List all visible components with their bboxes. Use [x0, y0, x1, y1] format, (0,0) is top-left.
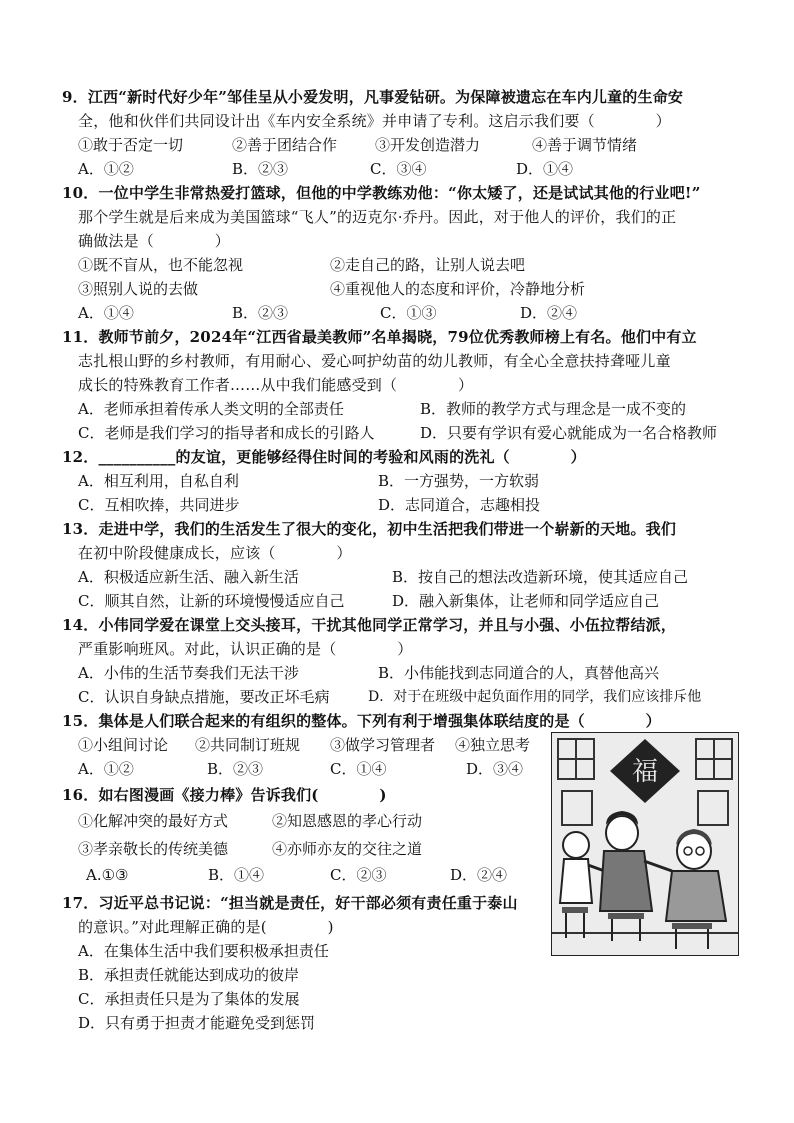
q10-item-1: ①既不盲从，也不能忽视: [78, 256, 244, 274]
relay-baton-cartoon: [551, 732, 739, 956]
q17-line-2: 的意识。”对此理解正确的是( ): [78, 918, 334, 936]
q16-item-1: ①化解冲突的最好方式: [78, 812, 229, 830]
q9-choice-c: C．③④: [370, 160, 427, 178]
cartoon-drawing: [552, 733, 738, 955]
q15-choice-b: B．②③: [207, 760, 264, 778]
q9-item-3: ③开发创造潜力: [375, 136, 481, 154]
q11-choice-b: B．教师的教学方式与理念是一成不变的: [420, 400, 687, 418]
q15-choice-d: D．③④: [466, 760, 524, 778]
q10-line-2: 那个学生就是后来成为美国篮球“飞人”的迈克尔·乔丹。因此，对于他人的评价，我们的正: [78, 208, 677, 226]
q14-choice-a: A．小伟的生活节奏我们无法干涉: [78, 664, 299, 682]
q15-choice-c: C．①④: [330, 760, 387, 778]
q13-choice-b: B．按自己的想法改造新环境，使其适应自己: [392, 568, 689, 586]
q15-choice-a: A．①②: [78, 760, 134, 778]
q10-choice-c: C．①③: [380, 304, 437, 322]
q16-choice-d: D．②④: [450, 866, 508, 884]
q11-line-2: 志扎根山野的乡村教师，有用耐心、爱心呵护幼苗的幼儿教师，有全心全意扶持聋哑儿童: [78, 352, 671, 370]
q13-line-2: 在初中阶段健康成长，应该（ ）: [78, 544, 352, 562]
q14-line-2: 严重影响班风。对此，认识正确的是（ ）: [78, 640, 413, 658]
q10-item-3: ③照别人说的去做: [78, 280, 199, 298]
q17-choice-b: B．承担责任就能达到成功的彼岸: [78, 966, 300, 984]
q14-choice-b: B．小伟能找到志同道合的人，真替他高兴: [378, 664, 660, 682]
q14-choice-c: C．认识自身缺点措施，要改正坏毛病: [78, 688, 330, 706]
q9-choice-a: A．①②: [78, 160, 134, 178]
q15-item-2: ②共同制订班规: [195, 736, 301, 754]
q11-choice-a: A．老师承担着传承人类文明的全部责任: [78, 400, 344, 418]
q9-item-1: ①敢于否定一切: [78, 136, 184, 154]
q9-item-2: ②善于团结合作: [232, 136, 338, 154]
q10-choice-b: B．②③: [232, 304, 289, 322]
q13-line-1: 13．走进中学，我们的生活发生了很大的变化，初中生活把我们带进一个崭新的天地。我们: [62, 520, 677, 538]
q10-item-2: ②走自己的路，让别人说去吧: [330, 256, 526, 274]
q10-choice-a: A．①④: [78, 304, 134, 322]
q13-choice-c: C．顺其自然，让新的环境慢慢适应自己: [78, 592, 345, 610]
q15-item-3: ③做学习管理者: [330, 736, 436, 754]
q12-choice-d: D．志同道合，志趣相投: [378, 496, 541, 514]
q15-line-1: 15．集体是人们联合起来的有组织的整体。下列有利于增强集体联结度的是（ ）: [62, 712, 661, 730]
q14-choice-d: D．对于在班级中起负面作用的同学，我们应该排斥他: [368, 689, 702, 705]
q10-line-1: 10．一位中学生非常热爱打篮球，但他的中学教练劝他：“你太矮了，还是试试其他的行业吧!”: [62, 184, 701, 202]
q16-item-4: ④亦师亦友的交往之道: [272, 840, 423, 858]
q11-line-1: 11．教师节前夕，2024年“江西省最美教师”名单揭晓，79位优秀教师榜上有名。他们中有立: [62, 328, 697, 346]
q9-choice-d: D．①④: [516, 160, 574, 178]
q17-choice-d: D．只有勇于担责才能避免受到惩罚: [78, 1014, 316, 1032]
q9-choice-b: B．②③: [232, 160, 289, 178]
q15-item-1: ①小组间讨论: [78, 736, 169, 754]
q10-line-3: 确做法是（ ）: [78, 232, 231, 250]
q9-line-2: 全，他和伙伴们共同设计出《车内安全系统》并申请了专利。这启示我们要（ ）: [78, 112, 671, 130]
q16-item-2: ②知恩感恩的孝心行动: [272, 812, 423, 830]
q11-choice-d: D．只要有学识有爱心就能成为一名合格教师: [420, 424, 718, 442]
q12-line-1: 12．__________的友谊，更能够经得住时间的考验和风雨的洗礼（ ）: [62, 448, 586, 466]
q17-line-1: 17．习近平总书记说：“担当就是责任，好干部必须有责任重于泰山: [62, 894, 518, 912]
q9-line-1: 9．江西“新时代好少年”邹佳呈从小爱发明，凡事爱钻研。为保障被遗忘在车内儿童的生命安: [62, 88, 684, 106]
q10-item-4: ④重视他人的态度和评价，冷静地分析: [330, 280, 586, 298]
q14-line-1: 14．小伟同学爱在课堂上交头接耳，干扰其他同学正常学习，并且与小强、小伍拉帮结派，: [62, 616, 677, 634]
q12-choice-b: B．一方强势，一方软弱: [378, 472, 540, 490]
q11-line-3: 成长的特殊教育工作者……从中我们能感受到（ ）: [78, 376, 474, 394]
q12-choice-a: A．相互利用，自私自利: [78, 472, 239, 490]
cartoon-sign-text: 福: [631, 757, 659, 787]
q16-choice-b: B．①④: [208, 866, 265, 884]
q12-choice-c: C．互相吹捧，共同进步: [78, 496, 240, 514]
q16-line-1: 16．如右图漫画《接力棒》告诉我们( ): [62, 786, 387, 804]
q17-choice-a: A．在集体生活中我们要积极承担责任: [78, 942, 329, 960]
q10-choice-d: D．②④: [520, 304, 578, 322]
q17-choice-c: C．承担责任只是为了集体的发展: [78, 990, 300, 1008]
q13-choice-a: A．积极适应新生活、融入新生活: [78, 568, 299, 586]
q16-choice-a: A.①③: [86, 866, 129, 884]
q15-item-4: ④独立思考: [455, 736, 531, 754]
q11-choice-c: C．老师是我们学习的指导者和成长的引路人: [78, 424, 375, 442]
q9-item-4: ④善于调节情绪: [532, 136, 638, 154]
q13-choice-d: D．融入新集体，让老师和同学适应自己: [392, 592, 660, 610]
q16-item-3: ③孝亲敬长的传统美德: [78, 840, 229, 858]
q16-choice-c: C．②③: [330, 866, 387, 884]
